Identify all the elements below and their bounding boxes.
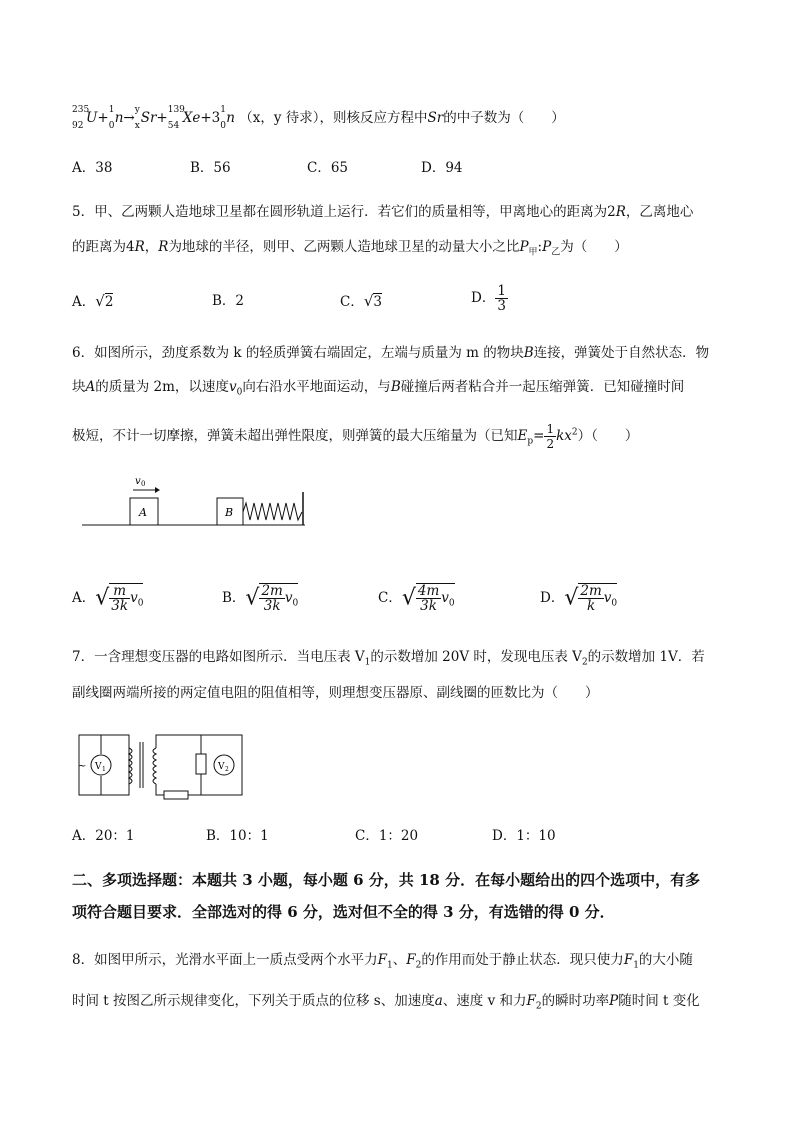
q6-option-d-label: D． [540, 589, 565, 606]
q6-option-a-label: A． [72, 589, 96, 606]
q6-option-b: B．√ $\frac{2m}{3k}$ $v_0$ [222, 583, 299, 614]
q8-line1-a: 8．如图甲所示，光滑水平面上一质点受两个水平力 [72, 952, 378, 968]
q5-option-a: A．√2 [72, 292, 114, 310]
q8-line2-d: 随时间 t 变化 [618, 993, 700, 1009]
q6-option-a-num: m [109, 584, 130, 599]
section2-line1: 二、多项选择题：本题共 3 小题，每小题 6 分，共 18 分．在每小题给出的四个选项中，有多 [72, 871, 701, 889]
q7-option-b: B．10：1 [206, 828, 269, 844]
q6-option-d: D．√ $\frac{2m}{k}$ $v_0$ [540, 583, 618, 614]
q7-line1-a: 7．一含理想变压器的电路如图所示．当电压表 V [72, 649, 365, 665]
q7-option-a: A．20：1 [72, 828, 135, 844]
section2-line2: 项符合题目要求．全部选对的得 6 分，选对但不全的得 3 分，有选错的得 0 分． [72, 903, 615, 921]
q5-option-d [471, 284, 508, 313]
q6-line3-text: 极短，不计一切摩擦，弹簧未超出弹性限度，则弹簧的最大压缩量为（已知 [72, 428, 518, 444]
q7-option-c: C．1：20 [355, 828, 419, 844]
resistor-series [164, 791, 188, 799]
q4-text-prefix: （x，y 待求），则核反应方程中 [239, 110, 428, 126]
block-b-label: B [225, 506, 234, 519]
q6-option-b-den: 3k [263, 598, 281, 614]
q8-line1-b: 、 [392, 952, 407, 968]
q7-option-d: D．1：10 [492, 828, 556, 844]
q6-option-c-den: 3k [420, 598, 437, 614]
q5-line2-d: 为（ ） [560, 239, 628, 255]
q5-option-d-label: D． [471, 290, 496, 306]
q6-line1-b: 连接，弹簧处于自然状态．物 [533, 345, 710, 361]
q6-line2: 块A的质量为 2m，以速度$v_0$向右沿水平地面运动，与B碰撞后两者粘合并一起压缩弹簧．已知碰撞时间 [72, 379, 685, 398]
q6-figure-blocks-spring [80, 470, 310, 530]
q5-option-c-value: 3 [373, 294, 382, 310]
q7-line2: 副线圈两端所接的两定值电阻的阻值相等，则理想变压器原、副线圈的匝数比为（ ） [72, 685, 599, 701]
q8-line2: 时间 t 按图乙所示规律变化，下列关于质点的位移 s、加速度a、速度 v 和力$F_2$的瞬时功率P随时间 t 变化 [72, 993, 700, 1012]
q5-line2: 的距离为4R，R为地球的半径，则甲、乙两颗人造地球卫星的动量大小之比$P_甲:P_乙$为（ ） [72, 239, 628, 258]
q6-line2-c: 向右沿水平地面运动，与 [242, 379, 391, 395]
q6-line3-tail: ）（ ） [577, 428, 639, 444]
q5-option-d-num: 1 [497, 283, 506, 299]
q6-option-a: A．√ $\frac{m}{3k}$ $v_0$ [72, 583, 144, 614]
spring [243, 503, 302, 520]
q5-line1-text: 5．甲、乙两颗人造地球卫星都在圆形轨道上运行．若它们的质量相等，甲离地心的距离为 [72, 204, 608, 220]
q8-line1-d: 的大小随 [638, 952, 693, 968]
q5-option-a-label: A． [72, 294, 96, 310]
q5-line2-c: 为地球的半径，则甲、乙两颗人造地球卫星的动量大小之比 [168, 239, 520, 255]
q4-text-suffix: 的中子数为（ ） [443, 110, 565, 126]
q8-line2-a: 时间 t 按图乙所示规律变化，下列关于质点的位移 s、加速度 [72, 993, 435, 1009]
q4-sr: Sr [427, 110, 444, 126]
q6-option-d-den: k [586, 598, 596, 614]
svg-text:1: 1 [102, 766, 106, 773]
q5-option-a-value: 2 [104, 294, 114, 310]
primary-coil [129, 748, 132, 784]
q6-line2-a: 块 [72, 379, 86, 395]
q5-option-d-den: 3 [497, 298, 506, 314]
q6-line3: 极短，不计一切摩擦，弹簧未超出弹性限度，则弹簧的最大压缩量为（已知$E_p=$ $\frac{1}{2}$ $kx^2$）（ ） [72, 422, 639, 451]
q6-line2-b: 的质量为 2m，以速度 [95, 379, 229, 395]
svg-text:0: 0 [141, 480, 146, 488]
q6-option-b-label: B． [222, 589, 246, 606]
q6-option-b-num: 2m [261, 583, 283, 599]
q5-line1: 5．甲、乙两颗人造地球卫星都在圆形轨道上运行．若它们的质量相等，甲离地心的距离为2R，乙离地心 [72, 204, 694, 220]
q8-line2-b: 、速度 v 和力 [442, 993, 527, 1009]
q5-line1-tail: ，乙离地心 [625, 204, 694, 220]
q8-line2-c: 的瞬时功率 [541, 993, 610, 1009]
q5-option-b: B．2 [212, 293, 245, 309]
q8-line1-c: 的作用而处于静止状态．现只使力 [421, 952, 624, 968]
q5-line2-a: 的距离为 [72, 239, 126, 255]
q6-option-c-label: C． [378, 589, 402, 606]
q5-line2-b: ， [144, 239, 159, 255]
q6-option-a-den: 3k [111, 598, 129, 614]
block-a-label: A [139, 506, 147, 519]
q6-option-d-num: 2m [580, 583, 602, 599]
q4-option-d: D．94 [421, 160, 463, 176]
secondary-coil [153, 748, 156, 784]
q6-option-c-num: 4m [417, 583, 440, 599]
velocity-label: v [135, 476, 141, 487]
q7-line1-b: 的示数增加 20V 时，发现电压表 V [370, 649, 582, 665]
q6-line1-text: 6．如图所示，劲度系数为 k 的轻质弹簧右端固定，左端与质量为 m 的物块 [72, 345, 524, 361]
q4-equation-line: 235 92 U+ 1 0 n→ y x Sr+ 139 54 Xe+3 1 0 n （x，y 待求），则核反应方程中Sr的中子数为（ ） [72, 105, 565, 131]
q6-line2-d: 碰撞后两者粘合并一起压缩弹簧．已知碰撞时间 [400, 379, 685, 395]
voltmeter-v2-label: V [218, 762, 225, 772]
q4-option-a: A．38 [72, 160, 113, 176]
q7-line1-c: 的示数增加 1V．若 [587, 649, 705, 665]
q6-line1: 6．如图所示，劲度系数为 k 的轻质弹簧右端固定，左端与质量为 m 的物块B连接，弹簧处于自然状态．物 [72, 345, 710, 361]
q4-option-b: B．56 [190, 160, 231, 176]
q5-option-c: C．√3 [340, 292, 382, 310]
q8-line1: 8．如图甲所示，光滑水平面上一质点受两个水平力$F_1$、$F_2$的作用而处于静止状态．现只使力$F_1$的大小随 [72, 952, 693, 971]
resistor-parallel [196, 754, 206, 774]
voltmeter-v1-label: V [95, 762, 102, 772]
q5-option-c-label: C． [340, 294, 364, 310]
q7-circuit-figure [74, 728, 249, 803]
svg-text:2: 2 [225, 766, 229, 773]
ac-source-symbol: ~ [78, 761, 87, 772]
q7-line1: 7．一含理想变压器的电路如图所示．当电压表 $V_1$的示数增加 20V 时，发现电压表 $V_2$的示数增加 1V．若 [72, 649, 705, 668]
q4-option-c: C．65 [307, 160, 349, 176]
q6-option-c: C．√ $\frac{4m}{3k}$ $v_0$ [378, 583, 455, 614]
velocity-arrowhead [155, 487, 160, 493]
